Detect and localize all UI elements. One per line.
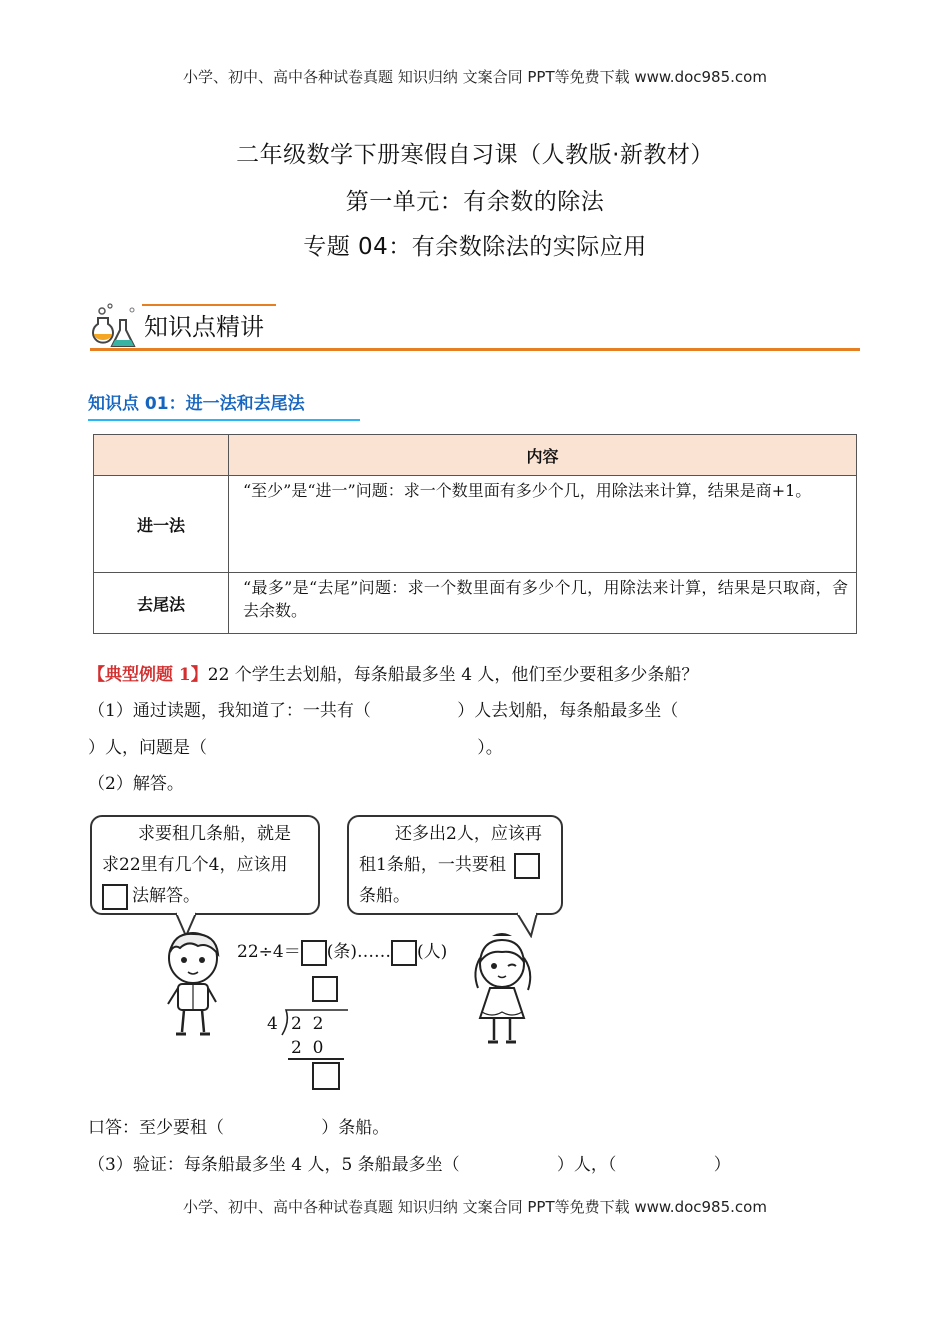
bubble-left-line-3: 法解答。	[132, 886, 200, 906]
bubble-right-line-2-wrap	[359, 850, 551, 881]
speech-bubble-left	[90, 815, 320, 915]
dividend: 2 2	[291, 1014, 324, 1034]
main-title: 二年级数学下册寒假自习课（人教版·新教材）	[236, 142, 714, 168]
section-accent-line	[142, 304, 276, 306]
table-header-cell	[94, 435, 229, 476]
answer-box	[102, 884, 128, 910]
example-tag: 【典型例题 1】	[88, 665, 208, 685]
answer-box	[514, 853, 540, 879]
bubble-left-line-1: 求要租几条船，就是	[138, 824, 291, 844]
example-question-text: 22 个学生去划船，每条船最多坐 4 人，他们至少要租多少条船？	[207, 665, 699, 685]
question-3: （3）验证：每条船最多坐 4 人，5 条船最多坐（ ）人，（ ）	[88, 1155, 731, 1175]
page-header: 小学、初中、高中各种试卷真题 知识归纳 文案合同 PPT等免费下载 www.doc985.com	[183, 68, 767, 86]
table-cell-desc: “至少”是“进一”问题：求一个数里面有多少个几，用除法来计算，结果是商+1。	[229, 476, 857, 573]
table-row	[94, 573, 857, 634]
knowledge-point-underline	[88, 419, 360, 421]
question-1-line-1: （1）通过读题，我知道了：一共有（ ）人去划船，每条船最多坐（	[88, 701, 679, 721]
equation-unit-1: (条)	[326, 942, 357, 962]
equation	[237, 937, 447, 966]
oral-answer: 口答：至少要租（ ）条船。	[88, 1118, 390, 1138]
bubble-right-line-1: 还多出2人，应该再	[395, 824, 542, 844]
bubble-right-line-2: 租1条船，一共要租	[359, 855, 506, 875]
table-cell-desc: “最多”是“去尾”问题：求一个数里面有多少个几，用除法来计算，结果是只取商，舍去余数。	[229, 573, 857, 634]
table-cell-name: 进一法	[94, 476, 229, 573]
remainder-box	[391, 940, 417, 966]
girl-illustration-icon	[470, 932, 534, 1050]
bubble-left-line-2: 求22里有几个4，应该用	[102, 855, 288, 875]
table-row	[94, 476, 857, 573]
speech-bubble-right	[347, 815, 563, 915]
section-divider	[90, 348, 860, 351]
example-question	[88, 660, 698, 685]
flask-icon	[90, 302, 138, 350]
equation-unit-2: (人)	[416, 942, 448, 962]
table-cell-name: 去尾法	[94, 573, 229, 634]
question-1-line-2: ）人，问题是（ ）。	[88, 738, 503, 758]
table-header-cell: 内容	[229, 435, 857, 476]
boy-illustration-icon	[158, 928, 228, 1040]
remainder-answer-box	[312, 1062, 340, 1090]
knowledge-table	[93, 434, 857, 634]
equation-dots: ……	[356, 942, 391, 962]
section-title: 知识点精讲	[144, 313, 264, 341]
quotient-box	[301, 940, 327, 966]
topic-title: 专题 04：有余数除法的实际应用	[303, 234, 647, 260]
quotient-answer-box	[312, 976, 338, 1002]
table-header-row	[94, 435, 857, 476]
equation-left: 22÷4＝	[237, 942, 301, 962]
knowledge-point-title: 知识点 01：进一法和去尾法	[88, 394, 305, 414]
division-line	[288, 1058, 344, 1060]
product: 2 0	[291, 1038, 324, 1058]
question-2: （2）解答。	[88, 774, 184, 794]
unit-title: 第一单元：有余数的除法	[345, 189, 605, 215]
page-footer: 小学、初中、高中各种试卷真题 知识归纳 文案合同 PPT等免费下载 www.doc985.com	[183, 1198, 767, 1216]
bubble-right-line-3: 条船。	[359, 886, 410, 906]
bubble-left-line-3-wrap	[102, 881, 308, 912]
divisor: 4	[267, 1014, 278, 1034]
